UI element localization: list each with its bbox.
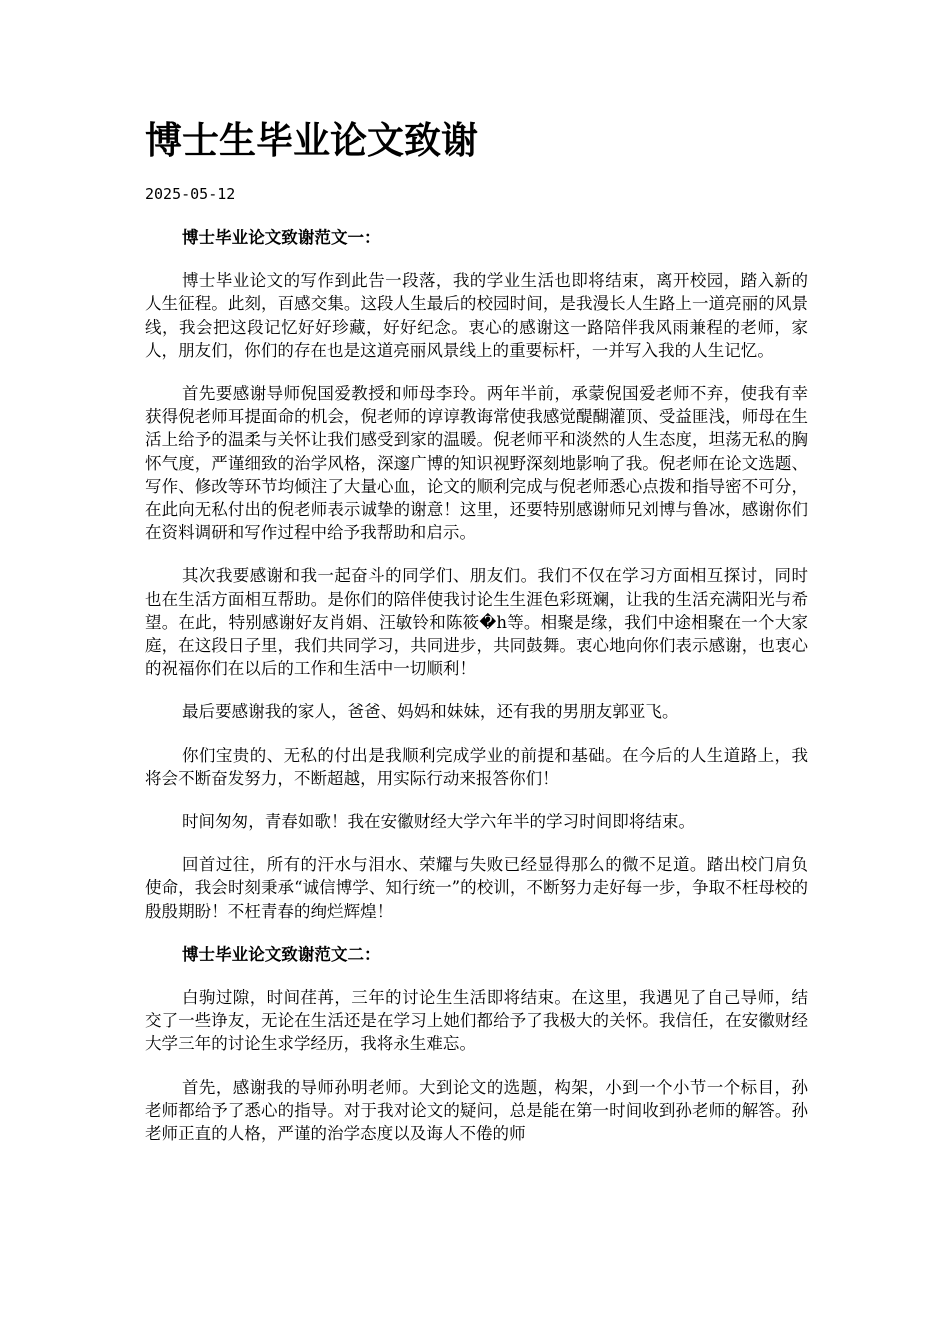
document-title: 博士生毕业论文致谢	[145, 118, 478, 162]
document-body	[145, 226, 808, 1165]
paragraph: 时间匆匆，青春如歌！我在安徽财经大学六年半的学习时间即将结束。	[182, 812, 696, 832]
paragraph: 白驹过隙，时间荏苒，三年的讨论生生活即将结束。在这里，我遇见了自己导师，结交了一些诤友，无论在生活还是在学习上她们都给予了我极大的关怀。我信任，在安徽财经大学三年的讨论生求学经历，我将永生难忘。	[145, 988, 808, 1054]
paragraph: 最后要感谢我的家人，爸爸、妈妈和妹妹，还有我的男朋友郭亚飞。	[182, 702, 679, 722]
section-heading-2: 博士毕业论文致谢范文二：	[182, 944, 381, 964]
paragraph: 博士毕业论文的写作到此告一段落，我的学业生活也即将结束，离开校园，踏入新的人生征程。此刻，百感交集。这段人生最后的校园时间，是我漫长人生路上一道亮丽的风景线，我会把这段记忆好好珍藏，好好纪念。衷心的感谢这一路陪伴我风雨兼程的老师，家人，朋友们，你们的存在也是这道亮丽风景线上的重要标杆，一并写入我的人生记忆。	[145, 271, 808, 360]
section-heading-1: 博士毕业论文致谢范文一：	[182, 228, 381, 247]
paragraph: 其次我要感谢和我一起奋斗的同学们、朋友们。我们不仅在学习方面相互探讨，同时也在生活方面相互帮助。是你们的陪伴使我讨论生生涯色彩斑斓，让我的生活充满阳光与希望。在此，特别感谢好友肖娟、汪敏铃和陈筱�h等。相聚是缘，我们中途相聚在一个大家庭，在这段日子里，我们共同学习，共同进步，共同鼓舞。衷心地向你们表示感谢，也衷心的祝福你们在以后的工作和生活中一切顺利！	[145, 566, 808, 679]
paragraph: 首先，感谢我的导师孙明老师。大到论文的选题，构架，小到一个小节一个标目，孙老师都给予了悉心的指导。对于我对论文的疑问，总是能在第一时间收到孙老师的解答。孙老师正直的人格，严谨的治学态度以及诲人不倦的师	[145, 1077, 808, 1144]
paragraph: 首先要感谢导师倪国爱教授和师母李玲。两年半前，承蒙倪国爱老师不弃，使我有幸获得倪老师耳提面命的机会，倪老师的谆谆教诲常使我感觉醍醐灌顶、受益匪浅，师母在生活上给予的温柔与关怀让我们感受到家的温暖。倪老师平和淡然的人生态度，坦荡无私的胸怀气度，严谨细致的治学风格，深邃广博的知识视野深刻地影响了我。倪老师在论文选题、写作、修改等环节均倾注了大量心血，论文的顺利完成与倪老师悉心点拨和指导密不可分，在此向无私付出的倪老师表示诚挚的谢意！这里，还要特别感谢师兄刘博与鲁冰，感谢你们在资料调研和写作过程中给予我帮助和启示。	[145, 384, 808, 543]
paragraph: 回首过往，所有的汗水与泪水、荣耀与失败已经显得那么的微不足道。踏出校门肩负使命，我会时刻秉承“诚信博学、知行统一”的校训，不断努力走好每一步，争取不枉母校的殷殷期盼！不枉青春的绚烂辉煌！	[145, 855, 808, 921]
publish-date: 2025-05-12	[145, 185, 236, 203]
paragraph: 你们宝贵的、无私的付出是我顺利完成学业的前提和基础。在今后的人生道路上，我将会不断奋发努力，不断超越，用实际行动来报答你们！	[145, 745, 808, 788]
